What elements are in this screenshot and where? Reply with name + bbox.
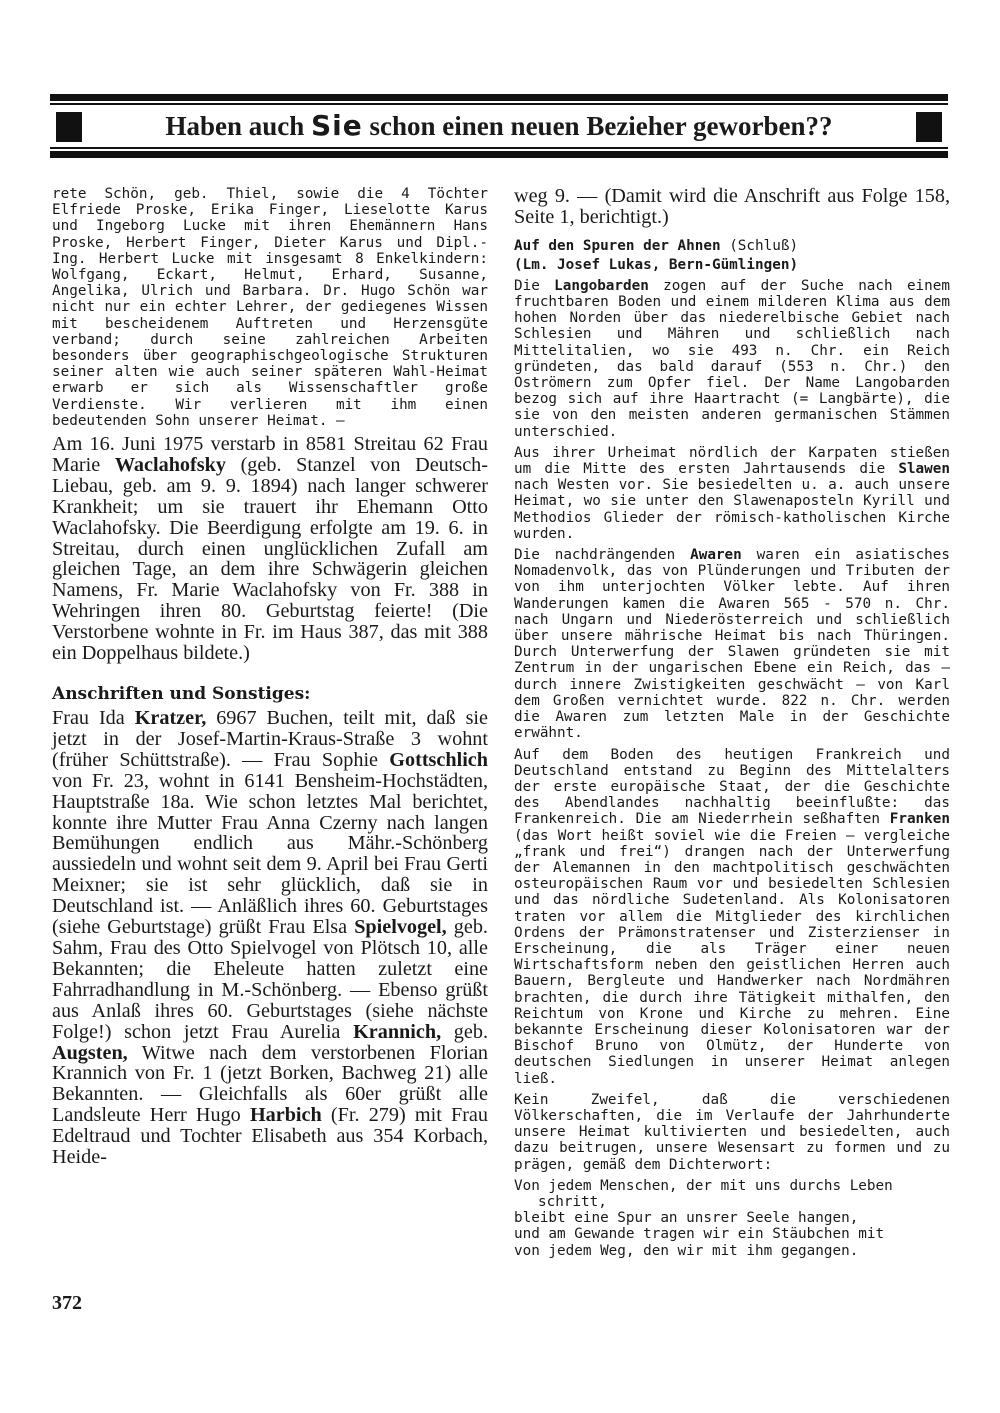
obituary-continuation: rete Schön, geb. Thiel, sowie die 4 Töchter Elfriede Proske, Erika Finger, Lieselotte Karus und Ingeborg Lucke mit ihren Ehemännern Hans Proske, Herbert Finger, Dieter Karus und Dipl.-Ing. Herbert Lucke mit insgesamt 8 Enkelkindern: Wolfgang, Eckart, Helmut, Erhard, Susanne, Angelika, Ulrich und Barbara. Dr. Hugo Schön war nicht nur ein echter Lehrer, der gediegenes Wissen mit bescheidenem Auftreten und Herzensgüte verband; durch seine zahlreichen Arbeiten besonders über geographischgeologische Strukturen seiner alten wie auch seiner späteren Wahl-Heimat erwarb er sich als Wissenschaftler große Verdienste. Wir verlieren mit ihm einen bedeutenden Sohn unserer Heimat. — — [52, 186, 488, 429]
banner-headline: Haben auch Sie schon einen neuen Bezieher geworben?? — [165, 109, 833, 142]
banner-square-left — [56, 112, 82, 142]
banner-rule-top-thin — [50, 103, 948, 105]
paragraph-conclusion: Kein Zweifel, daß die verschiedenen Völkerschaften, die im Verlaufe der Jahrhunderte unsere Heimat kultivierten und besiedelten, auch dazu beitrugen, unsere Wesensart zu formen und zu prägen, gemäß dem Dichterwort: — [514, 1091, 950, 1173]
right-column — [514, 186, 950, 1259]
poem-line: bleibt eine Spur an unsrer Seele hangen, — [514, 1210, 859, 1227]
left-column — [52, 186, 488, 1174]
obituary-waclahofsky: Am 16. Juni 1975 verstarb in 8581 Streitau 62 Frau Marie Waclahofsky (geb. Stanzel von Deutsch-Liebau, geb. am 9. 9. 1894) nach langer schwerer Krankheit; um sie trauert ihr Ehemann Otto Waclahofsky. Die Beerdigung erfolgte am 19. 6. in Streitau, durch einen unglücklichen Zufall am gleichen Tage, an dem ihre Schwägerin gleichen Namens, Fr. Marie Waclahofsky von Fr. 388 in Wehringen ihren 80. Geburtstag feierte! (Die Verstorbene wohnte in Fr. im Haus 387, das mit 388 ein Doppelhaus bildete.) — [52, 433, 489, 665]
poem-line: und am Gewande tragen wir ein Stäubchen mit — [514, 1226, 885, 1243]
banner-rule-bottom — [50, 151, 948, 158]
section-heading-addresses: Anschriften und Sonstiges: — [52, 684, 311, 705]
article-author: (Lm. Josef Lukas, Bern-Gümlingen) — [514, 256, 799, 273]
poem-line: schritt, — [538, 1193, 607, 1210]
poem — [514, 1178, 950, 1259]
banner-rule-top — [50, 94, 948, 101]
poem-line: Von jedem Menschen, der mit uns durchs Leben — [514, 1177, 893, 1194]
page-number: 372 — [52, 1292, 82, 1314]
paragraph-franken: Auf dem Boden des heutigen Frankreich und Deutschland entstand zu Beginn des Mittelalters der erste europäische Staat, der die Geschichte des Abendlandes nachhaltig beeinflußte: das Frankenreich. Die am Niederrhein seßhaften Franken (das Wort heißt soviel wie die Freien — vergleiche „frank und frei“) drangen nach der Unterwerfung der Alemannen in den machtpolitisch geschwächten osteuropäischen Raum vor und besiedelten Schlesien und das nördliche Sudetenland. Als Kolonisatoren traten vor allem die Mitglieder des kirchlichen Ordens der Prämonstratenser und Zisterzienser in Erscheinung, die als Träger einer neuen Wirtschaftsform neben den geistlichen Herren auch Bauern, Bergleute und Handwerker nach Nordmähren brachten, die durch ihre Tätigkeit mithalfen, den Reichtum von Krone und Kirche zu mehren. Eine bekannte Erscheinung dieser Kolonisatoren war der Bischof Bruno von Olmütz, der Hunderte von deutschen Siedlungen in unserer Heimat anlegen ließ. — [514, 746, 950, 1087]
address-correction: weg 9. — (Damit wird die Anschrift aus Folge 158, Seite 1, berichtigt.) — [514, 185, 950, 228]
banner-rule-bottom-thin — [50, 147, 948, 149]
addresses-paragraph: Frau Ida Kratzer, 6967 Buchen, teilt mit, daß sie jetzt in der Josef-Martin-Kraus-Straße 3 wohnt (früher Schüttstraße). — Frau Sophie Gottschlich von Fr. 23, wohnt in 6141 Bensheim-Hochstädten, Hauptstraße 18a. Wie schon letztes Mal berichtet, konnte ihre Mutter Frau Anna Czerny nach langen Bemühungen endlich aus Mähr.-Schönberg aussiedeln und wohnt seit dem 9. April bei Frau Gerti Meixner; sie ist sehr glücklich, daß sie in Deutschland ist. — Anläßlich ihres 60. Geburtstages (siehe Geburtstage) grüßt Frau Elsa Spielvogel, geb. Sahm, Frau des Otto Spielvogel von Plötsch 10, alle Bekannten; die Eheleute hatten zuletzt eine Fahrradhandlung in M.-Schönberg. — Ebenso grüßt aus Anlaß ihres 60. Geburtstages (siehe nächste Folge!) schon jetzt Frau Aurelia Krannich, geb. Augsten, Witwe nach dem verstorbenen Florian Krannich von Fr. 1 (jetzt Borken, Bachweg 21) alle Bekannten. — Gleichfalls als 60er grüßt alle Landsleute Herr Hugo Harbich (Fr. 279) mit Frau Edeltraud und Tochter Elisabeth aus 354 Korbach, Heide- — [52, 707, 488, 1169]
subscription-banner — [50, 94, 948, 160]
banner-square-right — [916, 112, 942, 142]
article-heading-ahnen: Auf den Spuren der Ahnen (Schluß) — [514, 237, 799, 254]
paragraph-langobarden: Die Langobarden zogen auf der Suche nach einem fruchtbaren Boden und einem milderen Klima aus dem hohen Norden über das niederelbische Gebiet nach Schlesien und Mähren und schließlich nach Mittelitalien, wo sie 493 n. Chr. ein Reich gründeten, das bald darauf (553 n. Chr.) den Oströmern zum Opfer fiel. Der Name Langobarden bezog sich auf ihre Haartracht (= Langbärte), die sie von den meisten anderen germanischen Stämmen unterschied. — [514, 277, 950, 440]
paragraph-awaren: Die nachdrängenden Awaren waren ein asiatisches Nomadenvolk, das von Plünderungen und Tributen der von ihm unterjochten Völker lebte. Auf ihren Wanderungen kamen die Awaren 565 - 570 n. Chr. nach Ungarn und Niederösterreich und schließlich über unsere mährische Heimat bis nach Thüringen. Durch Unterwerfung der Slawen gründeten sie mit Zentrum in der ungarischen Ebene ein Reich, das — durch innere Zwistigkeiten geschwächt — von Karl dem Großen vernichtet wurde. 822 n. Chr. werden die Awaren zum letzten Male in der Geschichte erwähnt. — [514, 547, 950, 742]
poem-line: von jedem Weg, den wir mit ihm gegangen. — [514, 1242, 859, 1259]
paragraph-slawen: Aus ihrer Urheimat nördlich der Karpaten stießen um die Mitte des ersten Jahrtausends die Slawen nach Westen vor. Sie besiedelten u. a. auch unsere Heimat, wo sie unter den Slawenaposteln Kyrill und Methodios Glieder der römisch-katholischen Kirche wurden. — [514, 444, 950, 542]
